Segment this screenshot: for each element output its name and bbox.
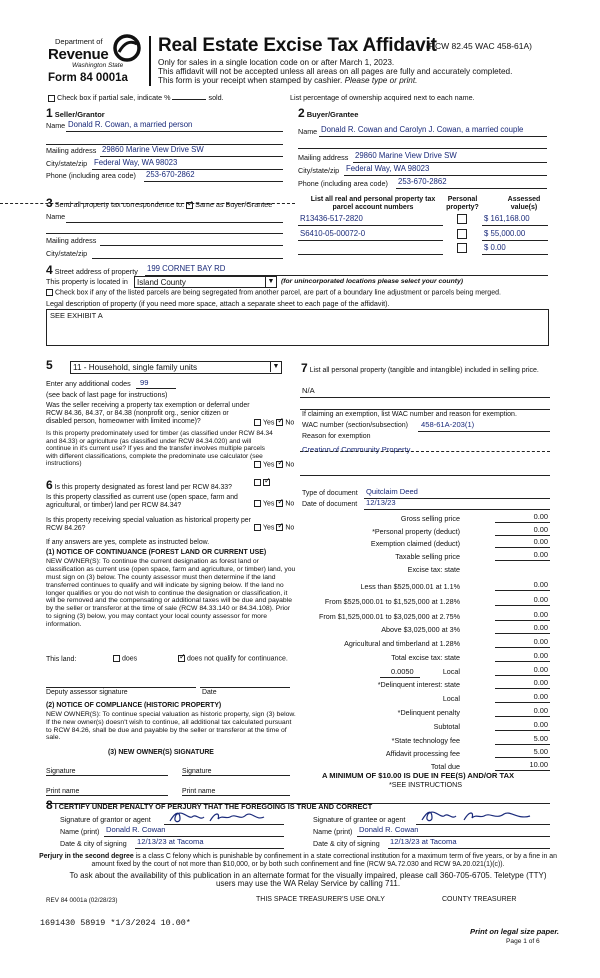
personal-property-checkbox[interactable] bbox=[457, 214, 467, 224]
seller-mail-label: Mailing address bbox=[46, 146, 97, 155]
tax-row-label: Total due bbox=[430, 762, 460, 771]
header-line-3: This form is your receipt when stamped by cashier. Please type or print. bbox=[158, 76, 418, 85]
forest-answer bbox=[254, 479, 272, 487]
additional-codes-field[interactable]: 99 bbox=[140, 378, 149, 387]
seller-phone-field[interactable]: 253-670-2862 bbox=[146, 170, 195, 179]
tax-row-label: Gross selling price bbox=[400, 514, 460, 523]
land-does-checkbox[interactable] bbox=[113, 655, 120, 662]
grantee-name-field[interactable]: Donald R. Cowan bbox=[359, 825, 419, 834]
exemption-answer bbox=[254, 419, 294, 427]
street-field[interactable]: 199 CORNET BAY RD bbox=[147, 264, 226, 273]
personal-property-field[interactable]: N/A bbox=[302, 386, 315, 395]
tax-row-value[interactable]: 0.00 bbox=[533, 706, 548, 715]
chevron-down-icon: ▼ bbox=[270, 362, 281, 372]
tax-row-label: *State technology fee bbox=[391, 736, 460, 745]
certify-text: I CERTIFY UNDER PENALTY OF PERJURY THAT THE FOREGOING IS TRUE AND CORRECT bbox=[54, 802, 373, 811]
assessed-value[interactable]: $ 161,168.00 bbox=[484, 214, 530, 223]
historic-no-checkbox[interactable] bbox=[276, 524, 283, 531]
personal-property-list bbox=[301, 362, 551, 376]
grantee-date-label: Date & city of signing bbox=[313, 840, 380, 848]
see-instructions: *SEE INSTRUCTIONS bbox=[389, 780, 463, 789]
tax-row-value[interactable]: 0.00 bbox=[533, 580, 548, 589]
section-3-number: 3 bbox=[46, 196, 53, 210]
sec3-city-label: City/state/zip bbox=[46, 249, 88, 258]
current-use-no-checkbox[interactable] bbox=[276, 500, 283, 507]
tax-row-value[interactable]: 0.00 bbox=[533, 610, 548, 619]
historic-answer bbox=[254, 524, 294, 532]
buyer-heading: Buyer/Grantee bbox=[306, 110, 359, 119]
does-not-label: does not qualify for continuance. bbox=[187, 655, 288, 663]
correspondence-label: Send all property tax correspondence to: bbox=[54, 200, 185, 209]
additional-codes-label: Enter any additional codes bbox=[46, 379, 131, 388]
tax-row-value[interactable]: 0.00 bbox=[533, 665, 548, 674]
tax-row-value[interactable]: 5.00 bbox=[533, 747, 548, 756]
forest-yes-checkbox[interactable] bbox=[254, 479, 261, 486]
buyer-phone-label: Phone (including area code) bbox=[298, 179, 388, 188]
state-label: Washington State bbox=[72, 62, 124, 69]
section-2-number: 2 bbox=[298, 106, 305, 120]
tax-row-value[interactable]: 0.00 bbox=[533, 637, 548, 646]
buyer-city-field[interactable]: Federal Way, WA 98023 bbox=[346, 164, 430, 173]
buyer-mail-label: Mailing address bbox=[298, 153, 349, 162]
tax-row-value[interactable]: 0.00 bbox=[533, 678, 548, 687]
current-use-question: Is this property classified as current use (open space, farm and agricultural, or timber) land per RCW 84.34? bbox=[46, 494, 238, 509]
revision-label: REV 84 0001a (02/28/23) bbox=[46, 897, 118, 904]
segregation-label: Check box if any of the listed parcels are being segregated from another parcel, are part of a boundary line adjustment or parcels being merged. bbox=[55, 289, 501, 297]
exemption-yes-checkbox[interactable] bbox=[254, 419, 261, 426]
seller-name-field[interactable]: Donald R. Cowan, a married person bbox=[68, 120, 193, 129]
doc-type-field[interactable]: Quitclaim Deed bbox=[366, 487, 418, 496]
forest-no-checkbox[interactable] bbox=[263, 479, 270, 486]
tax-row-value[interactable]: 0.00 bbox=[533, 623, 548, 632]
partial-sale-row bbox=[48, 94, 224, 102]
no-label: No bbox=[285, 500, 295, 508]
no-label: No bbox=[285, 419, 295, 427]
grantor-signature[interactable] bbox=[166, 809, 276, 825]
notice-continuance-text: NEW OWNER(S): To continue the current designation as forest land or classification as current use (open space, farm and agriculture, or timber) land, you must sign on (3) below. The county assessor must then determine if the land transferred continues to qualify and will indicate by signing below. If the land no longer qualifies or you do not wish to continue the designation or classification, it will be removed and the compensating or additional taxes will be due and payable by the seller or transferor at the time of sale (RCW 84.33.140 or 84.34.108). Prior to signing (3) below, you may contact your local county assessor for more information. bbox=[46, 558, 296, 628]
assessed-value-heading: Assessed value(s) bbox=[507, 196, 541, 212]
reason-label: Reason for exemption bbox=[302, 433, 371, 440]
tax-row-label: Local bbox=[442, 667, 460, 676]
yes-label: Yes bbox=[263, 419, 275, 427]
tax-row-label: *Delinquent penalty bbox=[397, 708, 460, 717]
tax-row-label: Subtotal bbox=[433, 722, 460, 731]
county-select[interactable] bbox=[134, 276, 277, 288]
tax-row-value[interactable]: 0.00 bbox=[533, 651, 548, 660]
same-as-buyer-label: Same as Buyer/Grantee bbox=[195, 200, 273, 209]
personal-property-checkbox[interactable] bbox=[457, 229, 467, 239]
land-does-not-checkbox[interactable] bbox=[178, 655, 185, 662]
section-6-number: 6 bbox=[46, 478, 53, 492]
buyer-city-label: City/state/zip bbox=[298, 166, 340, 175]
form-title: Real Estate Excise Tax Affidavit bbox=[158, 35, 437, 56]
land-use-value: 11 - Household, single family units bbox=[73, 363, 198, 372]
perjury-bold: Perjury in the second degree bbox=[39, 853, 134, 860]
seller-heading: Seller/Grantor bbox=[54, 110, 105, 119]
sec3-mail-label: Mailing address bbox=[46, 236, 97, 245]
section-8-number: 8 bbox=[46, 798, 53, 812]
seller-phone-label: Phone (including area code) bbox=[46, 171, 136, 180]
current-use-answer bbox=[254, 500, 294, 508]
timber-no-checkbox[interactable] bbox=[276, 461, 283, 468]
parcel-number[interactable]: S6410-05-00072-0 bbox=[300, 229, 366, 238]
new-owner-signature-heading: (3) NEW OWNER(S) SIGNATURE bbox=[108, 749, 214, 756]
timber-answer bbox=[254, 461, 294, 469]
tax-row-value[interactable]: 0.00 bbox=[533, 595, 548, 604]
tax-row-value[interactable]: 5.00 bbox=[533, 734, 548, 743]
grantee-signature[interactable] bbox=[418, 808, 548, 824]
assessed-value[interactable]: $ 55,000.00 bbox=[484, 229, 526, 238]
see-back-note: (see back of last page for instructions) bbox=[46, 390, 168, 399]
legal-paper-note: Print on legal size paper. bbox=[470, 927, 560, 936]
wac-field[interactable]: 458-61A-203(1) bbox=[421, 420, 475, 429]
tax-row-label: Total excise tax: state bbox=[391, 653, 460, 662]
tax-row-label: From $1,525,000.01 to $3,025,000 at 2.75% bbox=[318, 612, 460, 621]
historic-question: Is this property receiving special valuation as historical property per RCW 84.26? bbox=[46, 517, 251, 532]
owner-signature-label-2: Signature bbox=[182, 768, 212, 775]
section-7-number: 7 bbox=[301, 361, 308, 375]
grantor-date-label: Date & city of signing bbox=[60, 840, 127, 848]
personal-property-heading: Personal property? bbox=[446, 196, 479, 212]
tax-row-label: From $525,000.01 to $1,525,000 at 1.28% bbox=[324, 597, 460, 606]
tax-row-value[interactable]: 0.00 bbox=[533, 550, 548, 559]
street-row bbox=[46, 264, 138, 278]
tax-row-value[interactable]: 0.00 bbox=[533, 720, 548, 729]
tax-row-label: *Delinquent interest: state bbox=[377, 680, 460, 689]
partial-sale-checkbox[interactable] bbox=[48, 95, 55, 102]
doc-type-label: Type of document bbox=[302, 490, 358, 497]
tax-row-label: Less than $525,000.01 at 1.1% bbox=[360, 582, 460, 591]
parcel-number[interactable]: R13436-517-2820 bbox=[300, 214, 363, 223]
no-label: No bbox=[285, 461, 295, 469]
same-as-buyer-checkbox[interactable] bbox=[186, 202, 193, 209]
buyer-name-label: Name bbox=[298, 127, 318, 136]
no-label: No bbox=[285, 524, 295, 532]
chevron-down-icon: ▼ bbox=[265, 277, 276, 287]
doc-date-label: Date of document bbox=[302, 501, 358, 508]
form-number: Form 84 0001a bbox=[48, 72, 128, 84]
grantee-name-label: Name (print) bbox=[313, 828, 353, 836]
grantor-date-field[interactable]: 12/13/23 at Tacoma bbox=[137, 837, 204, 846]
land-use-select[interactable] bbox=[70, 361, 282, 374]
buyer-mail-field[interactable]: 29860 Marine View Drive SW bbox=[355, 151, 457, 160]
tax-row-label: Excise tax: state bbox=[407, 565, 460, 574]
yes-label: Yes bbox=[263, 500, 275, 508]
county-value: Island County bbox=[137, 278, 186, 287]
does-label: does bbox=[122, 655, 138, 663]
personal-property-checkbox[interactable] bbox=[457, 243, 467, 253]
treasurer-only-label: THIS SPACE TREASURER'S USE ONLY bbox=[256, 896, 385, 903]
parcel-list-heading: List all real and personal property tax parcel account numbers bbox=[310, 196, 436, 212]
segregation-row bbox=[46, 289, 556, 297]
notice-compliance-heading: (2) NOTICE OF COMPLIANCE (HISTORIC PROPERTY) bbox=[46, 702, 222, 709]
county-label: This property is located in bbox=[46, 277, 128, 286]
tax-row-label: Local bbox=[442, 694, 460, 703]
ownership-note: List percentage of ownership acquired next to each name. bbox=[290, 93, 475, 102]
timber-yes-checkbox[interactable] bbox=[254, 461, 261, 468]
receipt-stamp: 1691430 58919 *1/3/2024 10.00* bbox=[40, 918, 191, 928]
notice-compliance-text: NEW OWNER(S): To continue special valuation as historic property, sign (3) below. If the new owner(s) doesn't wish to continue, all additional tax calculated pursuant to RCW 84.26, shall be due and payable by the seller or transferor at the time of sale. bbox=[46, 711, 296, 742]
dept-label: Department of bbox=[55, 37, 103, 46]
grantee-signature-label: Signature of grantee or agent bbox=[313, 816, 406, 824]
deputy-signature-label: Deputy assessor signature bbox=[46, 689, 128, 696]
tax-row-value[interactable]: 10.00 bbox=[529, 760, 548, 769]
seller-section bbox=[46, 107, 105, 121]
partial-sale-label: Check box if partial sale, indicate % bbox=[57, 93, 171, 102]
seller-mail-field[interactable]: 29860 Marine View Drive SW bbox=[102, 145, 204, 154]
seller-city-field[interactable]: Federal Way, WA 98023 bbox=[94, 158, 178, 167]
personal-property-text: List all personal property (tangible and intangible) included in selling price. bbox=[309, 367, 539, 374]
page-number: Page 1 of 6 bbox=[506, 938, 540, 945]
historic-yes-checkbox[interactable] bbox=[254, 524, 261, 531]
correspondence-row bbox=[46, 197, 272, 211]
county-treasurer-label: COUNTY TREASURER bbox=[442, 896, 517, 903]
notice-continuance-heading: (1) NOTICE OF CONTINUANCE (FOREST LAND OR CURRENT USE) bbox=[46, 549, 267, 556]
assessed-value[interactable]: $ 0.00 bbox=[484, 243, 506, 252]
yes-label: Yes bbox=[263, 461, 275, 469]
section-1-number: 1 bbox=[46, 106, 53, 120]
land-does-option bbox=[113, 655, 137, 663]
land-does-not-option bbox=[178, 655, 288, 663]
grantor-name-label: Name (print) bbox=[60, 828, 100, 836]
tax-row-value[interactable]: 0.00 bbox=[533, 512, 548, 521]
tax-row-label: Exemption claimed (deduct) bbox=[370, 539, 460, 548]
any-yes-note: If any answers are yes, complete as instructed below. bbox=[46, 539, 210, 546]
revenue-logo-text: Revenue bbox=[48, 46, 109, 63]
forest-question-text: Is this property designated as forest land per RCW 84.33? bbox=[54, 484, 232, 491]
forest-question bbox=[46, 479, 256, 493]
sec3-name-label: Name bbox=[46, 212, 66, 221]
tax-row-label: Above $3,025,000 at 3% bbox=[381, 625, 460, 634]
current-use-yes-checkbox[interactable] bbox=[254, 500, 261, 507]
tax-row-label: Affidavit processing fee bbox=[385, 749, 460, 758]
street-label: Street address of property bbox=[54, 267, 138, 276]
owner-print-name-label-1: Print name bbox=[46, 788, 80, 795]
segregation-checkbox[interactable] bbox=[46, 289, 53, 296]
buyer-phone-field[interactable]: 253-670-2862 bbox=[398, 177, 447, 186]
rcw-ref: (RCW 82.45 WAC 458-61A) bbox=[426, 41, 532, 51]
deputy-date-label: Date bbox=[202, 689, 217, 696]
header-divider bbox=[149, 36, 151, 86]
reason-field[interactable]: Creation of Community Property bbox=[302, 445, 411, 454]
tax-row-label: Taxable selling price bbox=[395, 552, 460, 561]
perjury-notice bbox=[34, 853, 562, 868]
tax-row-label: Agricultural and timberland at 1.28% bbox=[344, 639, 460, 648]
owner-print-name-label-2: Print name bbox=[182, 788, 216, 795]
this-land-label: This land: bbox=[46, 656, 77, 663]
exemption-question: Was the seller receiving a property tax exemption or deferral under RCW 84.36, 84.37, or 84.38 (nonprofit org., senior citizen or disabled person, homeowner with limited income)? bbox=[46, 402, 250, 425]
exemption-no-checkbox[interactable] bbox=[276, 419, 283, 426]
exemption-instructions: If claiming an exemption, list WAC number and reason for exemption. bbox=[302, 411, 517, 418]
sold-label: sold. bbox=[208, 93, 224, 102]
tax-row-value[interactable]: 0.00 bbox=[533, 692, 548, 701]
seller-city-label: City/state/zip bbox=[46, 159, 88, 168]
tax-row-value[interactable]: 0.00 bbox=[533, 525, 548, 534]
yes-label: Yes bbox=[263, 524, 275, 532]
minimum-due: A MINIMUM OF $10.00 IS DUE IN FEE(S) AND/OR TAX bbox=[322, 771, 515, 780]
header-line-2: This affidavit will not be accepted unless all areas on all pages are fully and accurately completed. bbox=[158, 67, 513, 76]
tax-row-value[interactable]: 0.00 bbox=[533, 537, 548, 546]
tax-row-label: *Personal property (deduct) bbox=[372, 527, 460, 536]
seller-name-label: Name bbox=[46, 121, 66, 130]
doc-date-field[interactable]: 12/13/23 bbox=[366, 498, 396, 507]
owner-signature-label-1: Signature bbox=[46, 768, 76, 775]
grantor-signature-label: Signature of grantor or agent bbox=[60, 816, 151, 824]
revenue-logo-icon bbox=[113, 34, 141, 62]
section-4-number: 4 bbox=[46, 263, 53, 277]
perjury-text: is a class C felony which is punishable by confinement in a state correctional institution for a maximum term of five years, or by a fine in an amount fixed by the court of not more than $10,000, or by both such confinement and fine (RCW 9A.72.030 and RCW 9A.20.021(1)(c)). bbox=[91, 853, 557, 868]
legal-description-value: SEE EXHIBIT A bbox=[50, 311, 103, 320]
buyer-section bbox=[298, 107, 358, 121]
grantor-name-field[interactable]: Donald R. Cowan bbox=[106, 825, 166, 834]
legal-description-field[interactable] bbox=[46, 309, 549, 346]
section-5-number: 5 bbox=[46, 358, 53, 372]
buyer-name-field[interactable]: Donald R. Cowan and Carolyn J. Cowan, a married couple bbox=[321, 125, 524, 134]
legal-description-label: Legal description of property (if you need more space, attach a separate sheet to each page of the affidavit). bbox=[46, 299, 390, 308]
grantee-date-field[interactable]: 12/13/23 at Tacoma bbox=[390, 837, 457, 846]
wac-label: WAC number (section/subsection) bbox=[302, 422, 408, 429]
header-line-1: Only for sales in a single location code on or after March 1, 2023. bbox=[158, 58, 395, 67]
local-rate: 0.0050 bbox=[391, 667, 414, 676]
timber-question: Is this property predominately used for timber (as classified under RCW 84.34 and 84.33) or agriculture (as classified under RCW 84.34.020) and will continue in it's current use? If yes and the transfer involves multiple parcels with different classifications, complete the predominate use calculator (see instructions) bbox=[46, 430, 273, 468]
county-note: (for unincorporated locations please select your county) bbox=[281, 278, 464, 285]
availability-notice: To ask about the availability of this publication in an alternate format for the visually impaired, please call 360-705-6705. Teletype (TTY) users may use the WA Relay Service by calling 711. bbox=[69, 871, 547, 889]
